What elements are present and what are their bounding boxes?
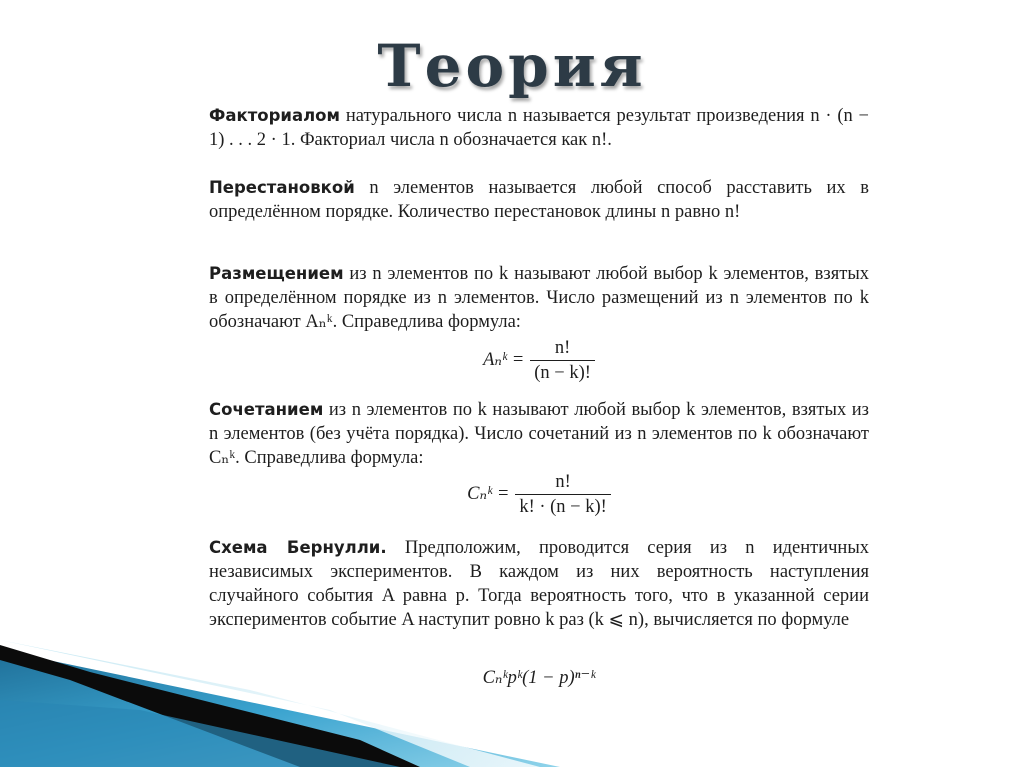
combination-paragraph bbox=[209, 398, 869, 470]
bernoulli-formula: Cₙᵏpᵏ(1 − p)ⁿ⁻ᵏ bbox=[482, 668, 596, 688]
combination-formula bbox=[209, 470, 869, 519]
bernoulli-term: Схема Бернулли. bbox=[209, 538, 387, 557]
arrangement-formula bbox=[209, 336, 869, 385]
combination-fraction bbox=[515, 470, 611, 519]
factorial-text: натурального числа n называется результат произведения n · (n − 1) . . . 2 · 1. Факториал числа n обозначается как n!. bbox=[209, 106, 869, 150]
combination-denominator: k! · (n − k)! bbox=[519, 497, 607, 517]
combination-numerator: n! bbox=[515, 470, 611, 495]
permutation-term: Перестановкой bbox=[209, 178, 355, 197]
bernoulli-paragraph bbox=[209, 536, 869, 632]
combination-term: Сочетанием bbox=[209, 400, 324, 419]
slide-title: Теория bbox=[377, 32, 647, 100]
arrangement-text: из n элементов по k называют любой выбор k элементов, взятых в определённом порядке из n элементов. Число размещений из n элементов по k обозначают Aₙᵏ. Справедлива формула: bbox=[209, 264, 869, 332]
arrangement-denominator: (n − k)! bbox=[534, 363, 591, 383]
factorial-paragraph bbox=[209, 104, 869, 152]
arrangement-numerator: n! bbox=[530, 336, 595, 361]
bernoulli-text: Предположим, проводится серия из n идентичных независимых экспериментов. В каждом из них вероятность наступления случайного события A равна p. Тогда вероятность того, что в указанной серии экспериментов событие A наступит ровно k раз (k ⩽ n), вычисляется по формуле bbox=[209, 538, 870, 630]
permutation-text: n элементов называется любой способ расставить их в определённом порядке. Количество перестановок длины n равно n! bbox=[209, 178, 869, 222]
arrangement-term: Размещением bbox=[209, 264, 344, 283]
combination-text: из n элементов по k называют любой выбор k элементов, взятых из n элементов (без учёта порядка). Число сочетаний из n элементов по k обозначают Cₙᵏ. Справедлива формула: bbox=[209, 400, 869, 468]
permutation-paragraph bbox=[209, 176, 869, 224]
combination-formula-lhs: Cₙᵏ = bbox=[467, 483, 510, 504]
arrangement-fraction bbox=[530, 336, 595, 385]
factorial-term: Факториалом bbox=[209, 106, 341, 125]
arrangement-formula-lhs: Aₙᵏ = bbox=[483, 349, 525, 370]
arrangement-paragraph bbox=[209, 262, 869, 334]
